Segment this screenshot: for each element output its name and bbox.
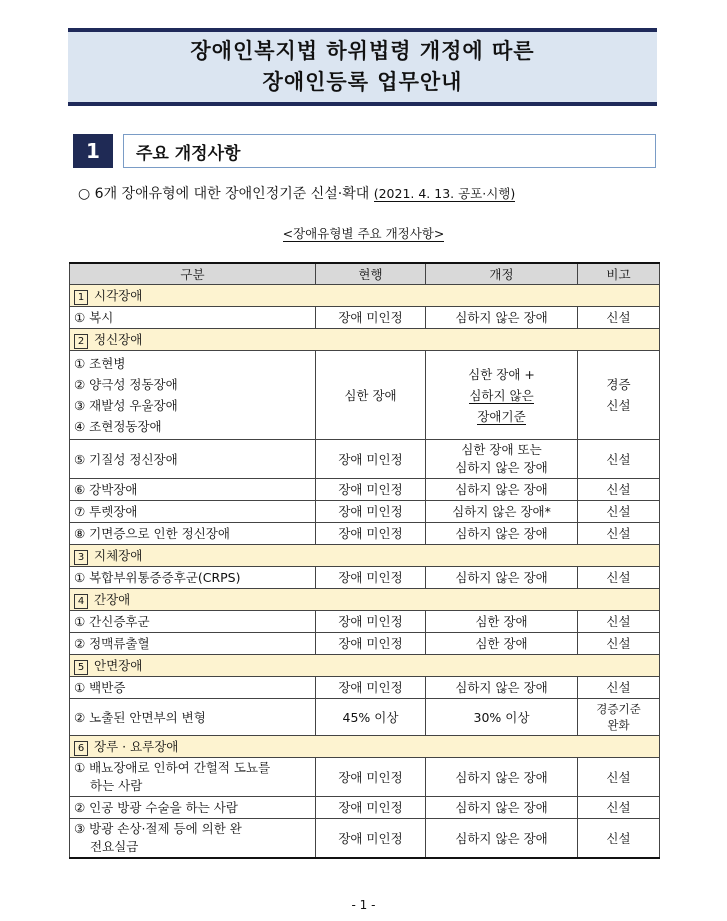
table-row: ⑦ 투렛장애 장애 미인정 심하지 않은 장애* 신설 <box>70 501 660 523</box>
category-number: 2 <box>74 334 88 349</box>
table-row: ⑥ 강박장애 장애 미인정 심하지 않은 장애 신설 <box>70 479 660 501</box>
intro-line <box>78 183 515 203</box>
category-row <box>70 655 660 677</box>
category-number: 1 <box>74 290 88 305</box>
table-row: ① 간신증후군 장애 미인정 심한 장애 신설 <box>70 611 660 633</box>
table-row: ① 백반증 장애 미인정 심하지 않은 장애 신설 <box>70 677 660 699</box>
category-number: 4 <box>74 594 88 609</box>
header-category: 구분 <box>70 263 316 285</box>
table-row: ① 조현병 ② 양극성 정동장애 ③ 재발성 우울장애 ④ 조현정동장애 심한 장애 심한 장애 + 심하지 않은 장애기준 경증 신설 <box>70 351 660 440</box>
table-row: ③ 방광 손상·절제 등에 의한 완 전요실금 장애 미인정 심하지 않은 장애 신설 <box>70 819 660 859</box>
category-number: 5 <box>74 660 88 675</box>
revision-table <box>69 262 660 859</box>
table-row: ② 인공 방광 수술을 하는 사람 장애 미인정 심하지 않은 장애 신설 <box>70 797 660 819</box>
table-row: ② 정맥류출혈 장애 미인정 심한 장애 신설 <box>70 633 660 655</box>
category-row <box>70 589 660 611</box>
section-number: 1 <box>73 134 113 168</box>
category-row <box>70 329 660 351</box>
category-name: 간장애 <box>94 592 131 607</box>
table-row: ① 복합부위통증증후군(CRPS) 장애 미인정 심하지 않은 장애 신설 <box>70 567 660 589</box>
header-note: 비고 <box>578 263 660 285</box>
table-row: ⑧ 기면증으로 인한 정신장애 장애 미인정 심하지 않은 장애 신설 <box>70 523 660 545</box>
category-name: 시각장애 <box>94 288 143 303</box>
page-number: - 1 - <box>351 898 376 912</box>
category-name: 안면장애 <box>94 658 143 673</box>
table-caption: <장애유형별 주요 개정사항> <box>282 226 445 241</box>
table-header <box>70 263 660 285</box>
title-line-2: 장애인등록 업무안내 <box>262 70 463 94</box>
header-revised: 개정 <box>426 263 578 285</box>
table-row: ① 배뇨장애로 인하여 간헐적 도뇨를 하는 사람 장애 미인정 심하지 않은 장애 신설 <box>70 758 660 797</box>
table-row: ① 복시 장애 미인정 심하지 않은 장애 신설 <box>70 307 660 329</box>
bullet: ○ <box>78 186 91 202</box>
table-row: ② 노출된 안면부의 변형 45% 이상 30% 이상 경증기준 완화 <box>70 699 660 736</box>
category-name: 정신장애 <box>94 332 143 347</box>
category-row <box>70 736 660 758</box>
intro-date: (2021. 4. 13. 공포·시행) <box>373 186 516 201</box>
document-title <box>68 28 657 106</box>
intro-text: 6개 장애유형에 대한 장애인정기준 신설·확대 <box>94 186 370 202</box>
category-name: 장루 · 요루장애 <box>94 739 179 754</box>
section-title: 주요 개정사항 <box>123 134 656 168</box>
category-number: 6 <box>74 741 88 756</box>
header-current: 현행 <box>316 263 426 285</box>
category-row <box>70 285 660 307</box>
category-name: 지체장애 <box>94 548 143 563</box>
table-row: ⑤ 기질성 정신장애 장애 미인정 심한 장애 또는 심하지 않은 장애 신설 <box>70 440 660 479</box>
category-number: 3 <box>74 550 88 565</box>
title-line-1: 장애인복지법 하위법령 개정에 따른 <box>190 39 535 63</box>
category-row <box>70 545 660 567</box>
